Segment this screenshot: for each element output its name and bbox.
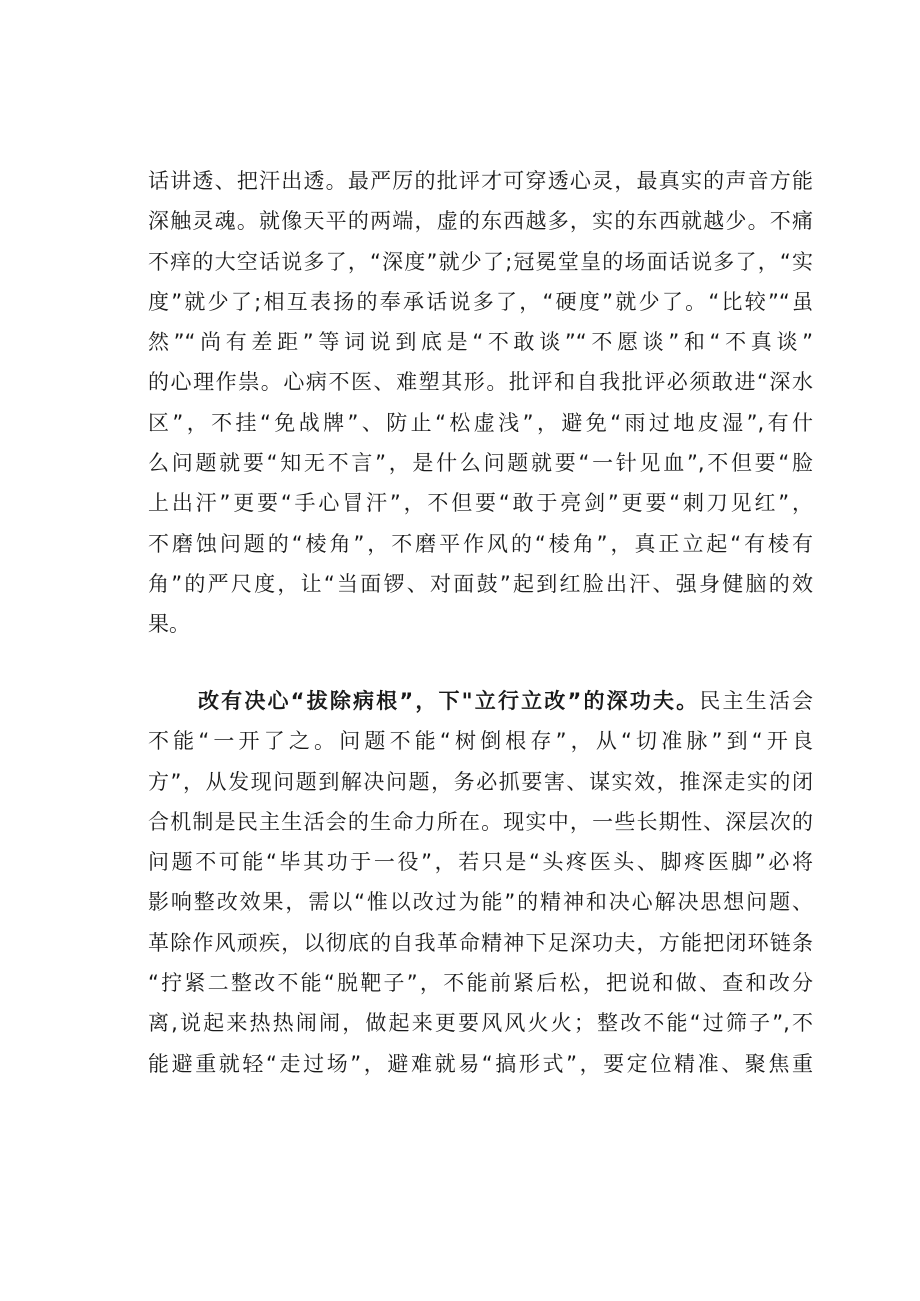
text-line: 问题不可能“毕其功于一役”，若只是“头疼医头、脚疼医脚”必将 — [148, 850, 813, 875]
text-line: 角”的严尺度，让“当面锣、对面鼓”起到红脸出汗、强身健脑的效 — [148, 571, 813, 596]
text-line: 不痒的大空话说多了，“深度”就少了;冠冕堂皇的场面话说多了，“实 — [148, 249, 813, 274]
paragraph-1 — [148, 161, 813, 645]
text-line: 革除作风顽疾，以彻底的自我革命精神下足深功夫，方能把闭环链条 — [148, 930, 813, 955]
paragraph-2-lead-heading: 改有决心“拔除病根”，下"立行立改”的深功夫。 — [198, 689, 700, 713]
text-line: 区”，不挂“免战牌”、防止“松虚浅”，避免“雨过地皮湿”,有什 — [148, 410, 813, 435]
text-line: 影响整改效果，需以“惟以改过为能”的精神和决心解决思想问题、 — [148, 890, 813, 915]
text-line: 离,说起来热热闹闹，做起来更要风风火火；整改不能“过筛子”,不 — [148, 1011, 813, 1036]
text-line: 合机制是民主生活会的生命力所在。现实中，一些长期性、深层次的 — [148, 809, 813, 834]
paragraph-2-first-line — [148, 681, 813, 721]
text-line: 能避重就轻“走过场”，避难就易“搞形式”，要定位精准、聚焦重 — [148, 1051, 813, 1076]
text-line: 然”“尚有差距”等词说到底是“不敢谈”“不愿谈”和“不真谈” — [148, 330, 813, 355]
text-line: 话讲透、把汗出透。最严厉的批评才可穿透心灵，最真实的声音方能 — [148, 169, 813, 193]
text-line: “拧紧二整改不能“脱靶子”，不能前紧后松，把说和做、查和改分 — [148, 971, 813, 996]
text-line: 度”就少了;相互表扬的奉承话说多了，“硬度”就少了。“比较”“虽 — [148, 289, 813, 314]
text-line: 么问题就要“知无不言”，是什么问题就要“一针见血”,不但要“脸 — [148, 451, 813, 476]
text-line: 方”，从发现问题到解决问题，务必抓要害、谋实效，推深走实的闭 — [148, 769, 813, 794]
text-line: 果。 — [148, 612, 190, 637]
text-line: 深触灵魂。就像天平的两端，虚的东西越多，实的东西就越少。不痛 — [148, 209, 813, 234]
text-line: 不能“一开了之。问题不能“树倒根存”，从“切准脉”到“开良 — [148, 729, 813, 754]
paragraph-2 — [148, 681, 813, 1084]
paragraph-2-first-line-rest: 民主生活会 — [699, 689, 813, 713]
text-line: 不磨蚀问题的“棱角”，不磨平作风的“棱角”，真正立起“有棱有 — [148, 531, 813, 556]
text-line: 的心理作祟。心病不医、难塑其形。批评和自我批评必须敢进“深水 — [148, 370, 813, 395]
text-line: 上出汗”更要“手心冒汗”，不但要“敢于亮剑”更要“刺刀见红”， — [148, 491, 813, 516]
